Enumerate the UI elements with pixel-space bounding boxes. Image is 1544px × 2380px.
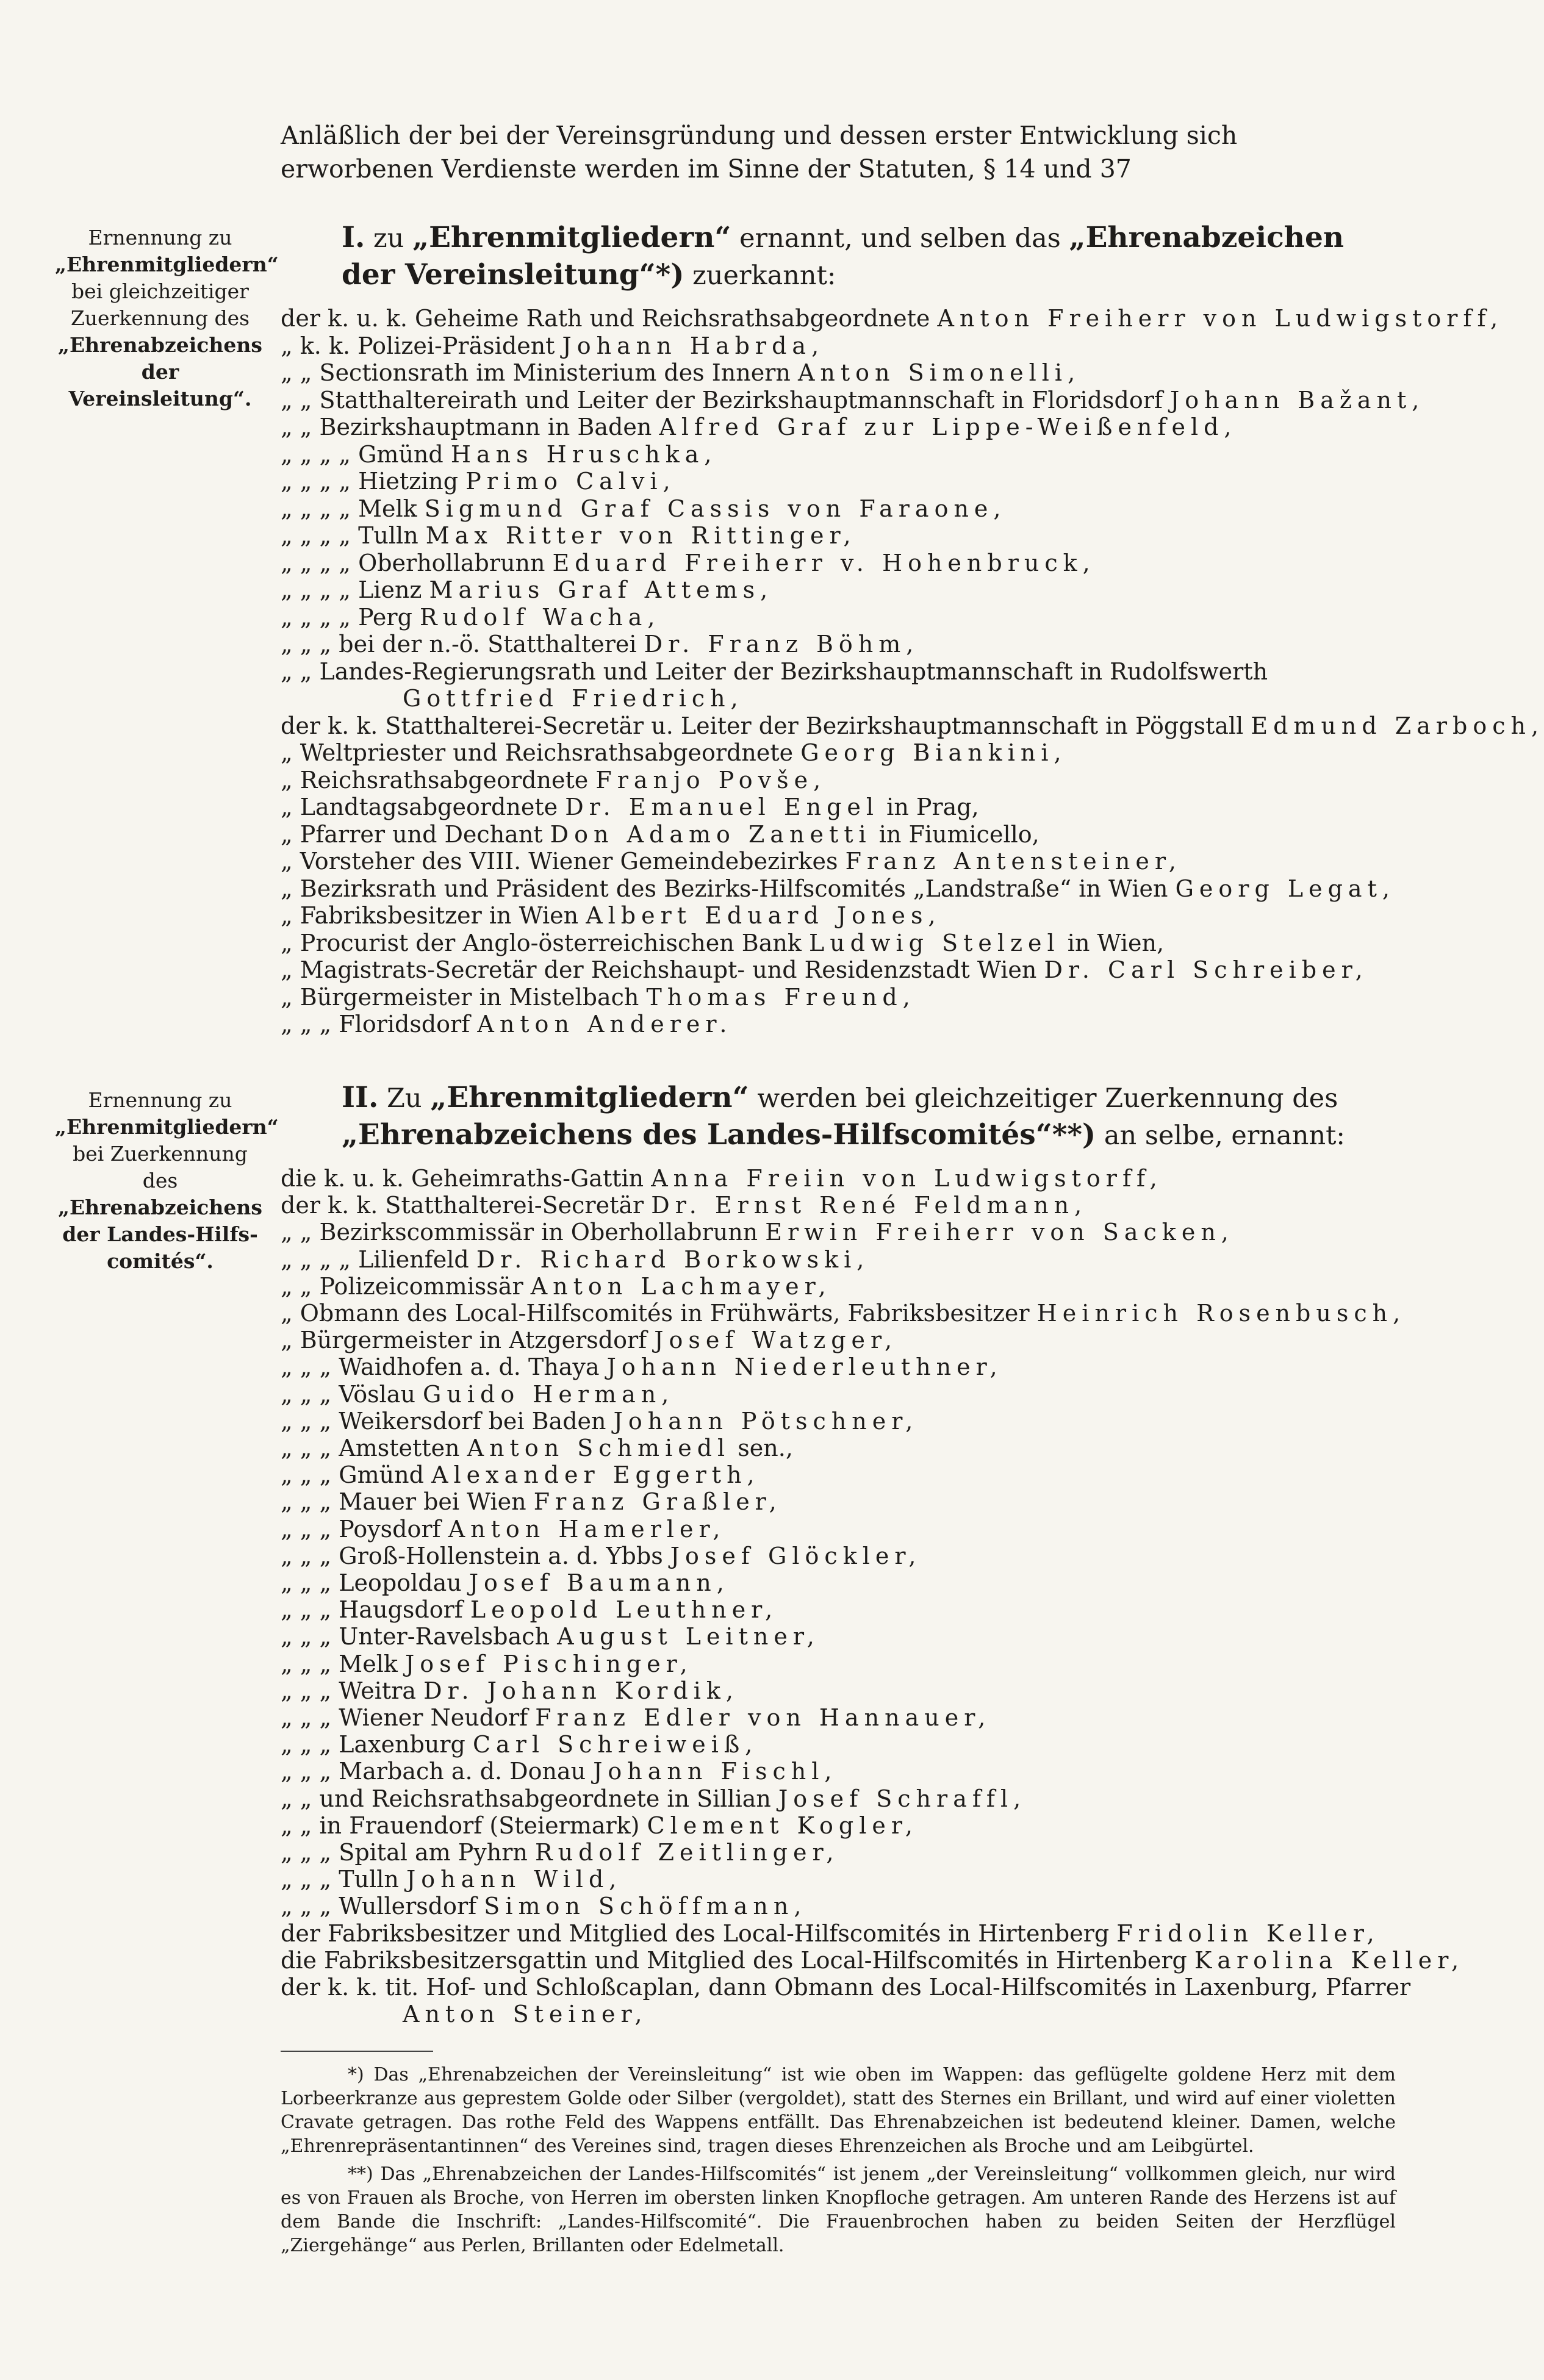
list-item [281,332,824,359]
person-name: Johann Habrda, [562,332,825,359]
person-name: Franz Edler von Hannauer, [535,1704,991,1731]
person-name: Don Adamo Zanetti [550,820,872,848]
list-item [281,984,916,1011]
heading-text: an selbe, ernannt: [1104,1120,1345,1151]
person-name: Heinrich Rosenbusch, [1036,1300,1406,1327]
list-item [281,1866,622,1893]
title-text: „ „ „ Wullersdorf [281,1893,477,1920]
title-text: „ „ „ „ Oberhollabrunn [281,549,545,576]
title-text: „ „ „ Weitra [281,1677,416,1704]
sidenote-line: „Ehrenmitgliedern“ [55,1115,279,1139]
title-text: „ k. k. Polizei-Präsident [281,332,555,359]
person-name: Alexander Eggerth, [431,1461,760,1489]
heading-text: ernannt, und selben das [739,223,1061,254]
heading-text: Zu [387,1083,422,1114]
person-name: Dr. Johann Kordik, [423,1677,739,1704]
list-item [281,658,1268,685]
person-name: Karolina Keller, [1194,1946,1465,1974]
footnote-text: *) Das „Ehrenabzeichen der Vereinsleitung“ ist wie oben im Wappen: das geflügelte goldene Herz mit dem Lorbeerkranze aus geprestem Golde oder Silber (vergoldet), statt des Sternes ein Brillant, und wird auf einer violetten Cravate getragen. Das rothe Feld des Wappens entfällt. Das Ehrenabzeichen ist bedeutend kleiner. Damen, welche „Ehrenrepräsentantinnen“ des Vereines sind, tragen dieses Ehrenzeichen als Broche und am Leibgürtel. [281,2064,1396,2157]
list-item [281,1812,918,1839]
sidenote-section-2 [55,1087,279,1275]
title-text: „ „ „ Spital am Pyhrn [281,1839,528,1866]
title-text: „ Bürgermeister in Mistelbach [281,983,639,1011]
person-name: Ludwig Stelzel [808,929,1060,956]
list-item [281,1839,839,1866]
list-item [281,956,1368,983]
person-name: Alfred Graf zur Lippe-Weißenfeld, [659,414,1237,440]
section-2-heading [342,1080,1397,1154]
list-item [281,1273,831,1300]
sidenote-line: bei Zuerkennung des [73,1142,248,1192]
person-name: Johann Pötschner, [613,1407,919,1435]
title-text: „ Magistrats-Secretär der Reichshaupt- und Residenzstadt Wien [281,956,1037,983]
list-item [281,1192,1087,1219]
list-item [281,739,1067,766]
footnote-2 [281,2162,1396,2257]
list-item [281,1246,869,1273]
title-text: „ „ „ Wiener Neudorf [281,1704,528,1731]
list-item [281,576,773,603]
title-text: „ Vorsteher des VIII. Wiener Gemeindebezirkes [281,848,838,875]
title-text: „ „ „ Weikersdorf bei Baden [281,1407,606,1435]
person-name: Josef Pischinger, [404,1650,693,1677]
list-item [281,359,1080,386]
list-item [281,1408,918,1435]
sidenote-line: „Ehrenmitgliedern“ [55,253,279,276]
person-name: Anton Freiherr von Ludwigstorff, [937,305,1504,332]
list-item [281,414,1237,440]
title-text: „ „ „ Melk [281,1650,398,1677]
title-text: „ „ „ Poysdorf [281,1515,441,1543]
heading-bold: „Ehrenmitgliedern“ [430,1081,749,1114]
title-text: der k. k. Statthalterei-Secretär [281,1192,644,1219]
title-text: „ „ „ Haugsdorf [281,1596,463,1624]
list-item [281,495,1007,522]
person-name: Dr. Richard Borkowski, [476,1246,870,1273]
list-item [281,604,661,631]
list-item [281,522,856,549]
heading-bold: „Ehrenabzeichens des Landes-Hilfscomités“**) [342,1118,1096,1152]
title-text: „ Bezirksrath und Präsident des Bezirks-Hilfscomités „Landstraße“ in Wien [281,875,1168,902]
list-item [281,305,1503,332]
title-text: „ Bürgermeister in Atzgersdorf [281,1327,647,1354]
person-name: Johann Bažant, [1170,386,1425,414]
list-item [281,1651,693,1677]
list-item [281,875,1395,902]
list-item [281,930,1164,956]
title-text: „ „ „ „ Gmünd [281,440,443,468]
title-text: „ „ „ „ Lilienfeld [281,1246,469,1273]
list-item [281,387,1424,414]
footnote-divider [281,2051,433,2052]
list-item [281,1623,820,1650]
title-text: „ Pfarrer und Dechant [281,820,543,848]
person-name: Anton Steiner, [403,2001,648,2028]
sidenote-line: comités“. [107,1249,214,1273]
person-name: Franz Graßler, [533,1488,782,1516]
list-item [281,821,1040,848]
footnote-1 [281,2063,1396,2158]
list-item [281,1947,1464,1974]
person-name: Anton Schmiedl [467,1435,731,1461]
heading-bold: „Ehrenmitgliedern“ [412,221,731,254]
list-item [281,1219,1234,1246]
person-name: Dr. Ernst René Feldmann, [651,1192,1088,1219]
title-text: „ „ „ Amstetten [281,1435,460,1461]
list-item [281,1381,674,1408]
person-name: Dr. Franz Böhm, [644,631,919,658]
title-text: „ „ Polizeicommissär [281,1272,523,1300]
sidenote-line: Ernennung zu [88,1088,232,1112]
title-text: „ „ „ Waidhofen a. d. Thaya [281,1353,600,1381]
title-text: „ „ „ Floridsdorf [281,1011,470,1038]
title-text: „ „ „ Gmünd [281,1461,424,1489]
person-name: August Leitner, [557,1623,820,1651]
list-item [281,712,1544,739]
sidenote-line: bei gleichzeitiger [71,279,249,303]
place-text: in Wien, [1067,929,1165,956]
title-text: „ „ „ Laxenburg [281,1731,465,1758]
title-text: „ Fabriksbesitzer in Wien [281,902,579,929]
list-item [281,1758,837,1785]
heading-bold: „Ehrenabzeichen der Vereinsleitung“*) [342,221,1345,292]
title-text: der Fabriksbesitzer und Mitglied des Local-Hilfscomités in Hirtenberg [281,1919,1110,1947]
list-item [281,441,717,468]
list-item [281,1516,726,1543]
list-item [281,1677,739,1704]
person-name: Josef Glöckler, [670,1542,922,1569]
title-text: „ Reichsrathsabgeordnete [281,766,589,794]
list-item [403,2001,648,2027]
person-name: Josef Schraffl, [778,1785,1027,1812]
title-text: „ „ Bezirkshauptmann in Baden [281,414,652,440]
person-name: Fridolin Keller, [1116,1919,1380,1947]
person-name: Johann Fischl, [593,1758,838,1785]
title-text: „ „ „ Groß-Hollenstein a. d. Ybbs [281,1542,663,1569]
person-name: Anton Hamerler, [448,1515,726,1543]
place-text: in Prag, [886,794,979,820]
title-text: „ „ Landes-Regierungsrath und Leiter der Bezirkshauptmannschaft in Rudolfswerth [281,658,1268,685]
person-name: Josef Watzger, [654,1327,898,1354]
person-name: Anton Lachmayer, [530,1272,831,1300]
list-item [281,1731,758,1758]
person-name: Franjo Povše, [595,766,827,794]
list-item [281,1569,730,1596]
person-name: Dr. Carl Schreiber, [1044,956,1368,983]
title-text: „ „ „ Marbach a. d. Donau [281,1758,586,1785]
list-item [281,848,1182,875]
person-name: Clement Kogler, [647,1812,918,1839]
title-text: „ Weltpriester und Reichsrathsabgeordnete [281,739,794,766]
person-name: Marius Graf Attems, [429,576,774,603]
list-item [281,1011,732,1038]
section-1-heading [342,220,1397,294]
person-name: Eduard Freiherr v. Hohenbruck, [552,549,1096,576]
person-name: Georg Biankini, [800,739,1067,766]
title-text: „ „ Sectionsrath im Ministerium des Innern [281,359,791,386]
list-item [281,1543,921,1569]
title-text: „ „ „ Tulln [281,1866,399,1893]
heading-text: zuerkannt: [692,260,836,291]
title-text: „ Procurist der Anglo-österreichischen Bank [281,929,802,956]
title-text: die k. u. k. Geheimraths-Gattin [281,1165,644,1192]
title-text: „ „ „ „ Melk [281,495,417,522]
person-name: Carl Schreiweiß, [472,1731,758,1758]
title-text: der k. u. k. Geheime Rath und Reichsrathsabgeordnete [281,305,930,332]
person-name: Edmund Zarboch, [1251,712,1544,739]
title-text: „ „ in Frauendorf (Steiermark) [281,1812,640,1839]
list-item [281,1435,793,1461]
section-number: I. [342,221,365,254]
intro-paragraph: Anläßlich der bei der Vereinsgründung und dessen erster Entwicklung sich erworbenen Verdienste werden im Sinne der Statuten, § 14 und 37 [281,121,1238,184]
title-text: „ „ „ „ Tulln [281,522,418,549]
section-number: II. [342,1081,379,1114]
sidenote-line: „Ehrenabzeichens [58,1195,262,1219]
list-item [281,1165,1163,1192]
list-item [281,1704,991,1731]
person-name: Georg Legat, [1175,875,1395,902]
list-item [281,1327,897,1353]
list-item [281,902,941,929]
person-name: Simon Schöffmann, [484,1893,807,1920]
heading-text: zu [373,223,404,254]
list-item [281,631,919,658]
list-item [281,794,979,820]
person-name: Anton Anderer. [477,1011,733,1038]
list-item [281,767,826,794]
sidenote-line: der Vereinsleitung“. [68,360,252,410]
person-name: Rudolf Wacha, [420,603,661,631]
person-name: Anton Simonelli, [797,359,1081,386]
person-name: Hans Hruschka, [450,440,717,468]
person-name: Guido Herman, [423,1380,675,1408]
person-name: Josef Baumann, [469,1569,730,1596]
list-item [281,1353,1003,1380]
list-item [281,550,1096,576]
footnote-text: **) Das „Ehrenabzeichen der Landes-Hilfscomités“ ist jenem „der Vereinsleitung“ vollkommen gleich, nur wird es von Frauen als Broche, von Herren im obersten linken Knopfloche getragen. Am unteren Rande des Herzens ist auf dem Bande die Inschrift: „Landes-Hilfscomité“. Die Frauenbrochen haben zu beiden Seiten der Herzflügel „Ziergehänge“ aus Perlen, Brillanten oder Edelmetall. [281,2163,1396,2256]
person-name: Rudolf Zeitlinger, [534,1839,839,1866]
title-text: „ „ „ Unter-Ravelsbach [281,1623,550,1651]
title-text: „ „ „ „ Lienz [281,576,422,603]
title-text: „ „ Bezirkscommissär in Oberhollabrunn [281,1219,758,1246]
list-item [281,1974,1410,2001]
title-text: „ „ und Reichsrathsabgeordnete in Sillian [281,1785,771,1812]
person-name: Franz Antensteiner, [845,848,1182,875]
person-name: Leopold Leuthner, [470,1596,778,1624]
list-item [281,1920,1380,1947]
sidenote-line: Zuerkennung des [70,306,250,330]
title-text: „ Landtagsabgeordnete [281,794,558,820]
title-text: der k. k. tit. Hof- und Schloßcaplan, dann Obmann des Local-Hilfscomités in Laxenburg, Pfarrer [281,1974,1411,2001]
title-text: der k. k. Statthalterei-Secretär u. Leiter der Bezirkshauptmannschaft in Pöggstall [281,712,1244,739]
title-text: die Fabriksbesitzersgattin und Mitglied des Local-Hilfscomités in Hirtenberg [281,1946,1187,1974]
person-name: Max Ritter von Rittinger, [425,522,856,549]
sidenote-line: „Ehrenabzeichens [58,333,262,357]
person-name: Primo Calvi, [465,468,676,495]
title-text: „ „ „ „ Perg [281,603,412,631]
person-name: Thomas Freund, [646,983,916,1011]
title-text: „ „ „ Vöslau [281,1380,415,1408]
sidenote-line: Ernennung zu [88,226,232,249]
place-text: sen., [738,1435,793,1461]
sidenote-section-1 [55,224,279,412]
title-text: „ „ „ bei der n.-ö. Statthalterei [281,631,637,658]
title-text: „ „ „ „ Hietzing [281,468,459,495]
person-name: Johann Wild, [406,1866,622,1893]
place-text: in Fiumicello, [878,820,1040,848]
list-item [281,1893,806,1919]
list-item [281,468,676,495]
person-name: Dr. Emanuel Engel [565,794,880,820]
list-item [281,1785,1026,1812]
person-name: Gottfried Friedrich, [403,685,744,712]
heading-text: werden bei gleichzeitiger Zuerkennung des [757,1083,1338,1114]
sidenote-line: der Landes-Hilfs- [62,1222,258,1246]
list-item [281,1461,760,1488]
title-text: „ „ „ Leopoldau [281,1569,462,1596]
person-name: Albert Eduard Jones, [586,902,941,929]
person-name: Erwin Freiherr von Sacken, [765,1219,1234,1246]
person-name: Anna Freiin von Ludwigstorff, [651,1165,1163,1192]
list-item [403,685,744,712]
person-name: Sigmund Graf Cassis von Faraone, [424,495,1007,522]
title-text: „ Obmann des Local-Hilfscomités in Frühwärts, Fabriksbesitzer [281,1300,1030,1327]
list-item [281,1300,1406,1327]
list-item [281,1596,778,1623]
title-text: „ „ Statthaltereirath und Leiter der Bezirkshauptmannschaft in Floridsdorf [281,386,1163,414]
person-name: Johann Niederleuthner, [606,1353,1003,1381]
list-item [281,1488,782,1515]
title-text: „ „ „ Mauer bei Wien [281,1488,526,1516]
